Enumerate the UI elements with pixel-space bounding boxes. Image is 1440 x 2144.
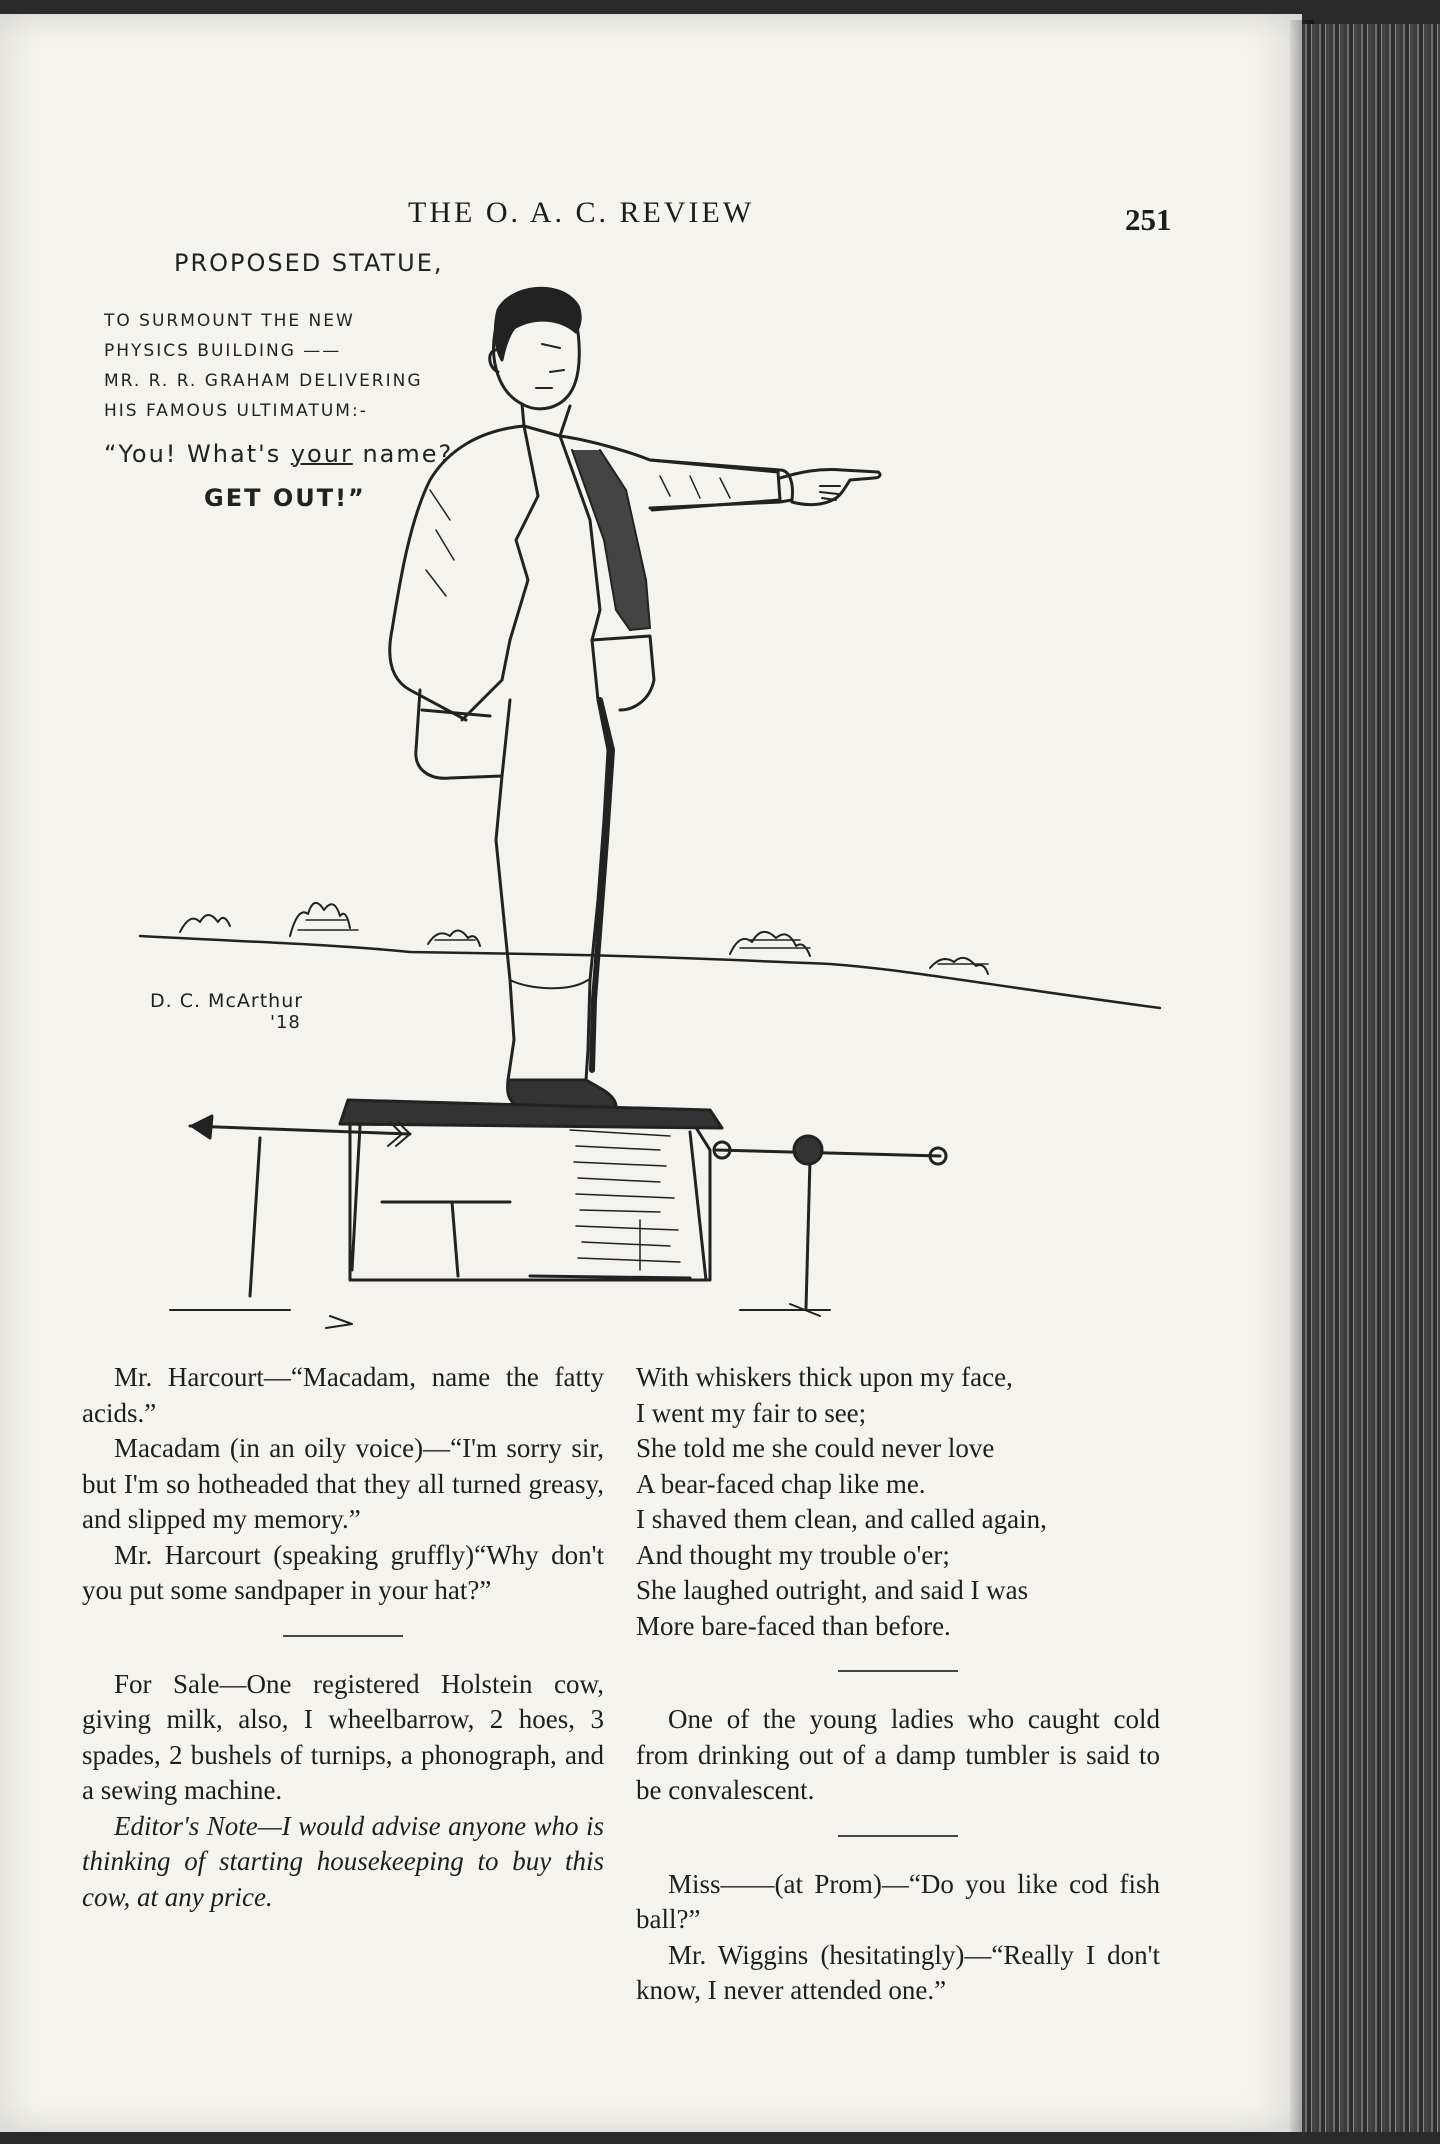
signature-year: '18 [270,1012,301,1033]
verse-line: I shaved them clean, and called again, [636,1504,1047,1534]
section-divider [283,1635,403,1637]
verse-line: With whiskers thick upon my face, [636,1362,1013,1392]
quote-line-2: GET OUT!” [204,484,366,512]
page-number: 251 [1125,202,1172,237]
book-page-edges [1302,24,1440,2132]
paragraph: One of the young ladies who caught cold from drinking out of a damp tumbler is said to be convalescent. [636,1704,1160,1805]
quote-text: “You! What's [104,440,291,468]
section-divider [838,1670,958,1672]
signature-name: D. C. McArthur [150,990,304,1012]
statue-figure [390,288,880,1114]
pedestal [340,1100,722,1280]
verse-line: More bare-faced than before. [636,1610,951,1641]
running-head: THE O. A. C. REVIEW [408,196,755,229]
verse-line: And thought my trouble o'er; [636,1539,950,1570]
quote-text: name? [352,440,454,468]
verse-line: She told me she could never love [636,1433,995,1463]
caption-line: HIS FAMOUS ULTIMATUM:- [104,401,368,421]
verse [636,1360,1160,1644]
caption-line: MR. R. R. GRAHAM DELIVERING [104,371,423,391]
paragraph: Mr. Harcourt (speaking gruffly)“Why don't you put some sandpaper in your hat?” [82,1539,604,1605]
left-column [82,1360,604,1915]
quote-emphasis: your [290,440,353,468]
statue-illustration [130,280,1170,1340]
editors-note: Editor's Note—I would advise anyone who is thinking of starting housekeeping to buy this cow, at any price. [82,1810,604,1912]
paragraph: Mr. Harcourt—“Macadam, name the fatty acids.” [82,1362,604,1428]
verse-line: She laughed outright, and said I was [636,1575,1029,1605]
section-divider [838,1835,958,1837]
paragraph: Mr. Wiggins (hesitatingly)—“Really I don't know, I never attended one.” [636,1939,1160,2005]
right-column [636,1360,1160,2009]
paragraph: Macadam (in an oily voice)—“I'm sorry sir, but I'm so hotheaded that they all turned greasy, and slipped my memory.” [82,1433,604,1534]
paragraph: For Sale—One registered Holstein cow, giving milk, also, I wheelbarrow, 2 hoes, 3 spades, 2 bushels of turnips, a phonograph, and a sewing machine. [82,1668,604,1805]
anemometer [714,1136,946,1316]
caption-line: TO SURMOUNT THE NEW [104,311,355,331]
verse-line: A bear-faced chap like me. [636,1468,926,1499]
artist-signature [150,990,303,1033]
caption-title: PROPOSED STATUE, [174,249,444,277]
caption-line: PHYSICS BUILDING —— [104,341,342,361]
verse-line: I went my fair to see; [636,1397,867,1428]
paragraph: Miss——(at Prom)—“Do you like cod fish ball?” [636,1868,1160,1934]
